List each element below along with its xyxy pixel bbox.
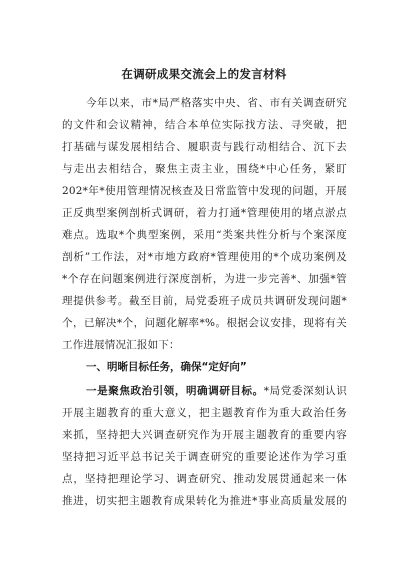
section-heading: 一、明晰目标任务，确保“定好向” xyxy=(86,361,247,373)
subsection-lead-rest: *局党委深刻认识 xyxy=(263,385,347,397)
paragraph-line: 的文件和会议精神，结合本单位实际找方法、寻突破，把 xyxy=(62,119,347,131)
paragraph-line: 与走出去相结合，聚焦主责主业，围绕*中心任务，紧盯 xyxy=(62,163,347,175)
paragraph-line: 坚持把习近平总书记关于调查研究的重要论述作为学习重 xyxy=(62,451,347,463)
subsection-lead-line xyxy=(86,380,347,402)
paragraph-line: 理提供参考。截至目前，局党委班子成员共调研发现问题* xyxy=(62,295,347,307)
paragraph-line: 正反典型案例剖析式调研，着力打通*管理使用的堵点淤点 xyxy=(62,207,347,219)
paragraph-line: 点，坚持把理论学习、调查研究、推动发展贯通起来一体 xyxy=(62,473,347,485)
paragraph-line: *个存在问题案例进行深度剖析，为进一步完善*、加强*管 xyxy=(62,273,347,285)
paragraph-line: 个，已解决*个，问题化解率*%。根据会议安排，现将有关 xyxy=(62,317,347,329)
paragraph-line: 剖析”工作法，对*市地方政府*管理使用的*个成功案例及 xyxy=(62,251,347,263)
paragraph-line: 202*年*使用管理情况核查及日常监管中发现的问题，开展 xyxy=(62,185,347,197)
paragraph-line: 今年以来，市*局严格落实中央、省、市有关调查研究 xyxy=(86,97,347,109)
document-title: 在调研成果交流会上的发言材料 xyxy=(121,67,287,81)
paragraph-line: 开展主题教育的重大意义，把主题教育作为重大政治任务 xyxy=(62,407,347,419)
paragraph-line: 推进，切实把主题教育成果转化为推进*事业高质量发展的 xyxy=(62,495,347,507)
paragraph-line: 来抓，坚持把大兴调查研究作为开展主题教育的重要内容 xyxy=(62,429,347,441)
paragraph-line: 工作进展情况汇报如下： xyxy=(62,339,180,351)
paragraph-line: 打基础与谋发展相结合、履职责与践行动相结合、沉下去 xyxy=(62,141,347,153)
paragraph-line: 难点。选取*个典型案例，采用“类案共性分析与个案深度 xyxy=(62,229,347,241)
subsection-lead: 一是聚焦政治引领，明确调研目标。 xyxy=(86,385,264,397)
